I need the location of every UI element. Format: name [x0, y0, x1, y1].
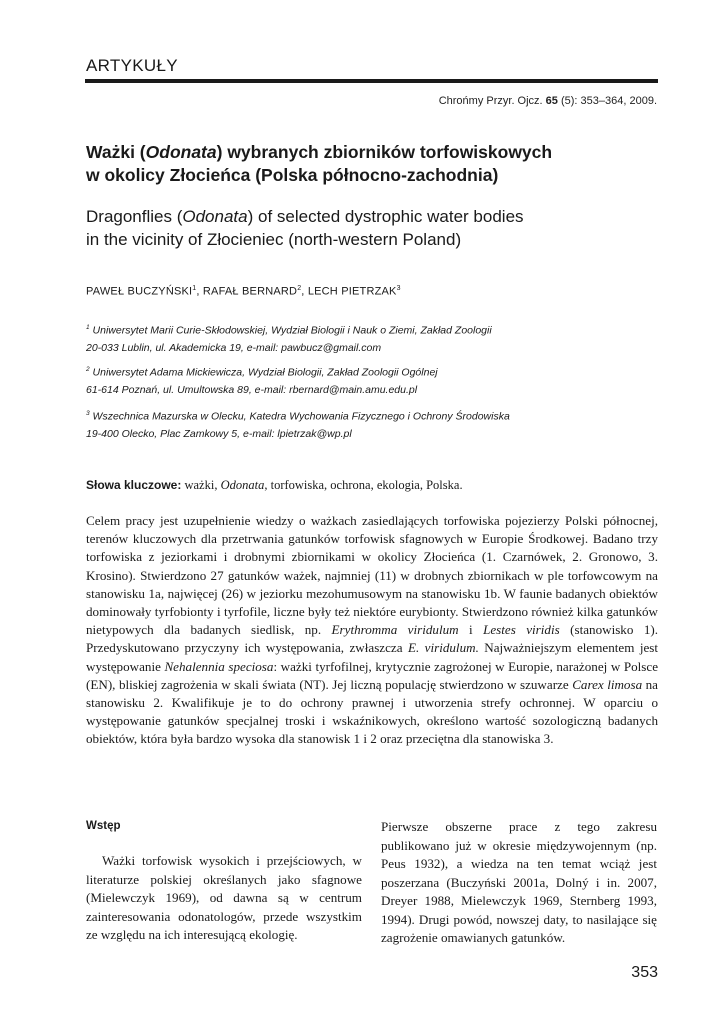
author-separator: , [196, 285, 203, 298]
affiliation-1 [86, 319, 586, 357]
keywords-text-end: , torfowiska, ochrona, ekologia, Polska. [264, 478, 463, 492]
title-en-part1: Dragonflies ( [86, 207, 183, 226]
author-affil-ref: 2 [297, 285, 302, 292]
citation-suffix: (5): 353–364, 2009. [557, 95, 657, 107]
intro-paragraph: Ważki torfowisk wysokich i przejściowych, w literaturze polskiej określanych jako sfagnowe (Mielewczyk 1969), od dawna są w centrum zainteresowania odonatologów, przede wszystkim ze względu na ich interesującą ekologię. [86, 853, 362, 942]
affiliation-2 [86, 361, 586, 399]
affiliation-address: 19-400 Olecko, Plac Zamkowy 5, e-mail: lpietrzak@wp.pl [86, 427, 352, 440]
title-pl-line2: w okolicy Złocieńca (Polska północno-zachodnia) [86, 165, 499, 185]
title-pl-part2: ) wybranych zbiorników torfowiskowych [216, 142, 553, 162]
author-separator: , [301, 285, 308, 298]
affiliation-number: 2 [86, 366, 90, 373]
abstract-text: i [458, 622, 484, 638]
species-name: Carex limosa [572, 676, 643, 692]
title-en-line2: in the vicinity of Złocieniec (north-western Poland) [86, 230, 462, 249]
species-name: Erythromma viridulum [331, 622, 459, 638]
abstract [86, 512, 658, 749]
author-name: LECH PIETRZAK [307, 285, 397, 298]
title-pl-italic: Odonata [145, 142, 217, 162]
intro-right-column [381, 818, 657, 948]
title-pl-part1: Ważki ( [86, 142, 146, 162]
species-name: E. viridulum. [407, 640, 479, 656]
species-name: Nehalennia speciosa [164, 658, 274, 674]
keywords [86, 478, 463, 493]
title-en-part2: ) of selected dystrophic water bodies [247, 207, 524, 226]
author-affil-ref: 1 [192, 285, 197, 292]
citation-prefix: Chrońmy Przyr. Ojcz. [438, 95, 546, 107]
journal-citation [439, 95, 657, 107]
abstract-text: Najważniejszym elementem jest występowanie [86, 640, 658, 674]
abstract-text: (stanowisko 1). Przedyskutowano przyczyny ich występowania, zwłaszcza [86, 622, 658, 656]
title-english [86, 205, 646, 251]
abstract-text: : ważki tyrfofilnej, krytycznie zagrożonej w Europie, narażonej w Polsce (EN), bliskiej zagrożenia w skali świata (NT). Jej liczną populację stwierdzono w szuwarze [86, 658, 659, 692]
intro-left-column [86, 852, 362, 945]
keywords-italic: Odonata [220, 478, 265, 492]
species-name: Lestes viridis [483, 622, 560, 638]
section-heading-intro: Wstęp [86, 820, 121, 832]
affiliation-line: Wszechnica Mazurska w Olecku, Katedra Wychowania Fizycznego i Ochrony Środowiska [92, 410, 510, 423]
author-affil-ref: 3 [396, 285, 401, 292]
header-rule [85, 79, 658, 83]
section-heading: ARTYKUŁY [86, 56, 178, 75]
author-name: RAFAŁ BERNARD [202, 285, 298, 298]
page-number: 353 [631, 964, 658, 981]
affiliation-number: 1 [86, 324, 90, 331]
affiliation-address: 20-033 Lublin, ul. Akademicka 19, e-mail: pawbucz@gmail.com [86, 341, 382, 354]
abstract-text: na stanowisku 2. Kwalifikuje je to do ochrony prawnej i utworzenia strefy ochronnej. W oparciu o występowanie gatunków specjalnej troski i wskaźnikowych, określono wartość sozologiczną badanych obiektów, która była bardzo wysoka dla stanowisk 1 i 2 oraz przeciętna dla stanowiska 3. [86, 676, 658, 747]
keywords-text: ważki, [181, 478, 221, 492]
abstract-text: Celem pracy jest uzupełnienie wiedzy o ważkach zasiedlających torfowiska pojezierzy Polski północnej, terenów kluczowych dla przetrwania gatunków torfowisk sfagnowych w Europie Środkowej. Badano trzy torfowiska z jeziorkami i drobnymi zbiornikami w okolicy Złocieńca (1. Czarnówek, 2. Gronowo, 3. Krosino). Stwierdzono 27 gatunków ważek, najmniej (11) w drobnych zbiornikach w ple torfowcowym na stanowisku 1a, najwięcej (26) w jeziorku mezohumusowym na stanowisku 1b. W faunie badanych obiektów dominowały tyrfobionty i tyrfofile, liczne były też niektóre eurybionty. Stwierdzono również kilka gatunków nietypowych dla badanych siedlisk, np. [86, 513, 658, 638]
affiliation-number: 3 [86, 410, 90, 417]
author-name: PAWEŁ BUCZYŃSKI [86, 285, 193, 298]
affiliation-line: Uniwersytet Marii Curie-Skłodowskiej, Wydział Biologii i Nauk o Ziemi, Zakład Zoologii [92, 324, 492, 337]
abstract-paragraph [86, 512, 658, 749]
title-polish [86, 141, 646, 187]
keywords-label: Słowa kluczowe: [86, 478, 182, 492]
affiliation-3 [86, 405, 586, 443]
affiliation-address: 61-614 Poznań, ul. Umultowska 89, e-mail: rbernard@main.amu.edu.pl [86, 383, 418, 396]
title-en-italic: Odonata [182, 207, 248, 226]
citation-volume: 65 [545, 95, 558, 107]
affiliation-line: Uniwersytet Adama Mickiewicza, Wydział Biologii, Zakład Zoologii Ogólnej [92, 366, 438, 379]
intro-paragraph-continued: Pierwsze obszerne prace z tego zakresu publikowano już w okresie międzywojennym (np. Peus 1932), a wiedza na ten temat wciąż jest poszerzana (Buczyński 2001a, Dolný i in. 2007, Dreyer 1988, Mielewczyk 1969, Sternberg 1993, 1994). Drugi powód, nowszej daty, to nasilające się zagrożenie omawianych gatunków. [381, 819, 657, 945]
author-list [86, 285, 401, 298]
